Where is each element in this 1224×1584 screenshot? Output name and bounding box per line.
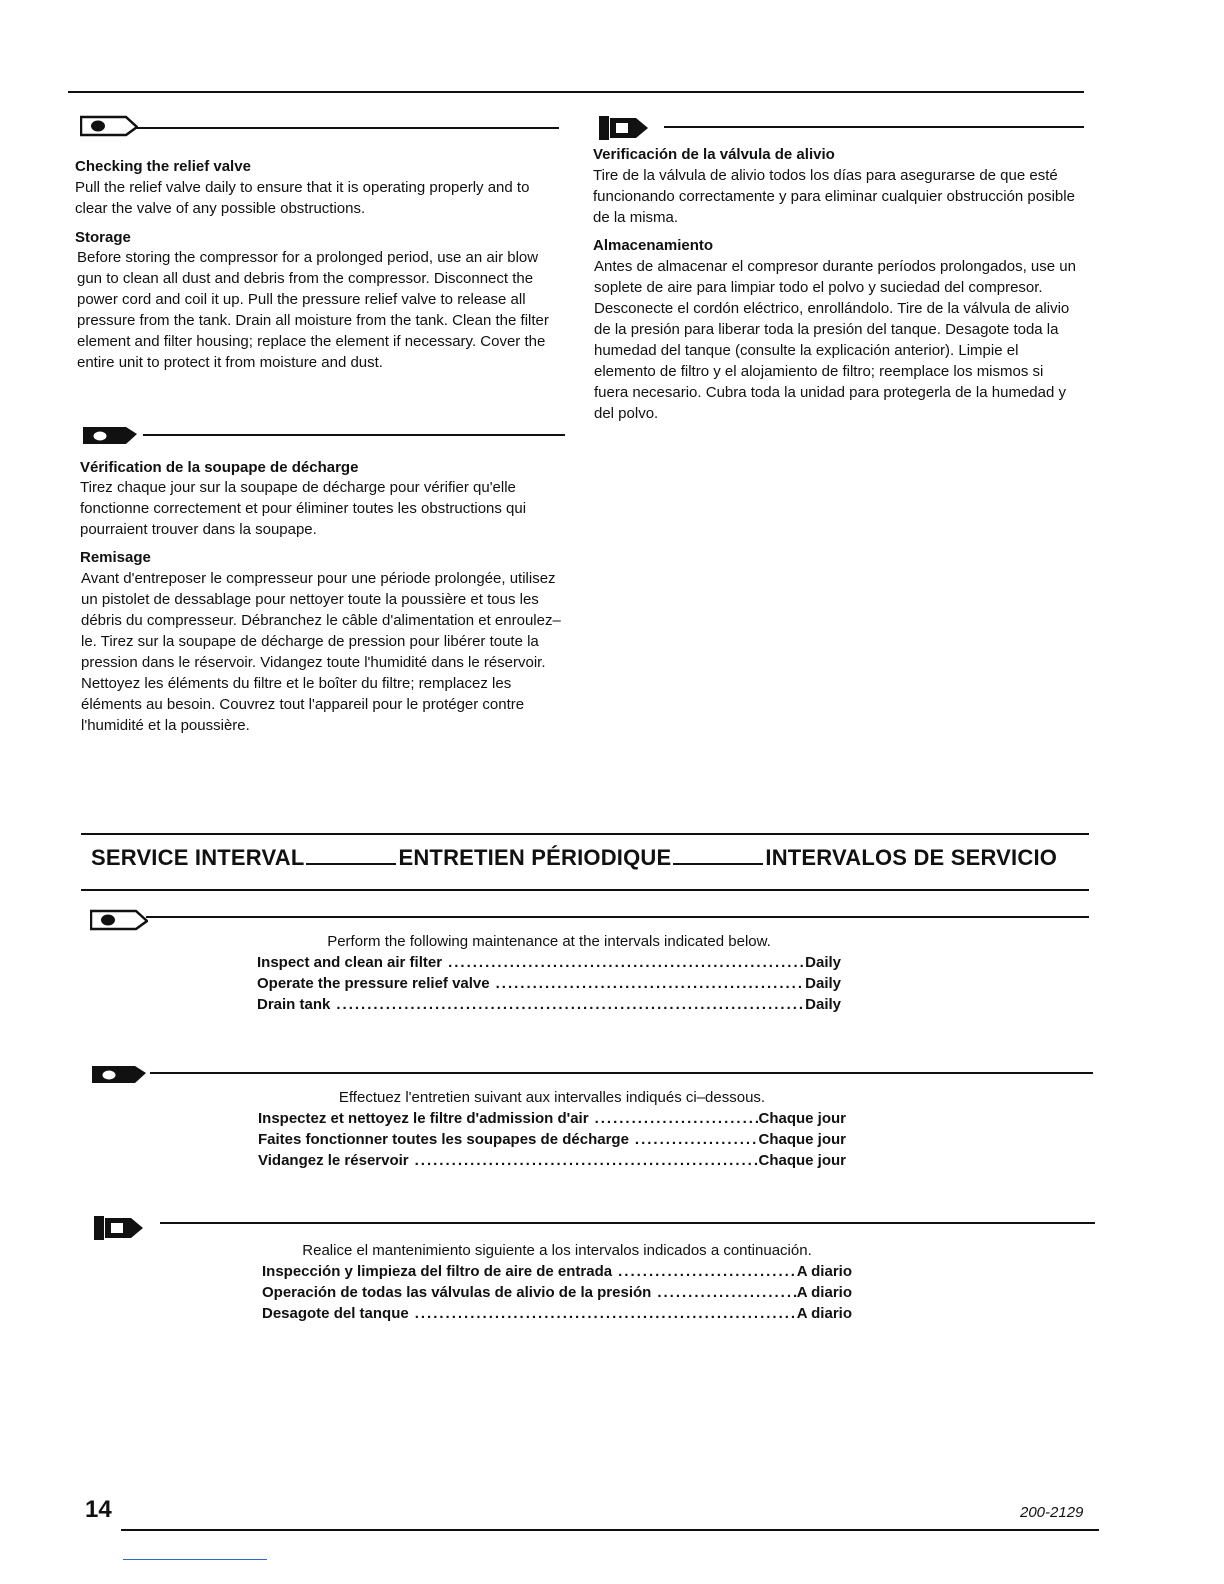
schedule-task: Desagote del tanque	[262, 1305, 409, 1322]
schedule-frequency: Chaque jour	[758, 1110, 846, 1127]
spanish-flag-rule	[664, 126, 1084, 128]
schedule-frequency: Daily	[805, 954, 841, 971]
dot-leader	[336, 994, 805, 1015]
schedule-row	[257, 994, 841, 1015]
schedule-row	[258, 1108, 846, 1129]
dot-leader	[635, 1129, 759, 1150]
schedule-frequency: Chaque jour	[758, 1152, 846, 1169]
service-title-top-rule	[81, 833, 1089, 835]
english-heading-relief-valve: Checking the relief valve	[75, 158, 251, 175]
footer-rule	[121, 1529, 1099, 1531]
schedule-row	[257, 973, 841, 994]
top-rule	[68, 91, 1084, 93]
schedule-frequency: A diario	[796, 1284, 852, 1301]
french-text-storage: Avant d'entreposer le compresseur pour une période prolongée, utilisez un pistolet de dessablage pour nettoyer toute la poussière et tous les débris du compresseur. Débranchez le câble d'alimentation et enroulez–le. Tirez sur la soupape de décharge de pression pour libérer toute la pression dans le réservoir. Vidangez toute l'humidité dans le réservoir. Nettoyez les éléments du filtre et le boîter du filtre; remplacez les éléments au besoin. Couvrez tout l'appareil pour le protéger contre l'humidité et la poussière.	[81, 570, 561, 734]
schedule-task: Drain tank	[257, 996, 331, 1013]
english-heading-storage: Storage	[75, 229, 131, 246]
es-flag-icon	[598, 114, 654, 147]
schedule-frequency: Daily	[805, 975, 841, 992]
french-schedule-rule	[150, 1072, 1093, 1074]
english-schedule	[257, 931, 841, 1015]
french-heading-relief-valve: Vérification de la soupape de décharge	[80, 459, 359, 476]
spanish-schedule-rule	[160, 1222, 1095, 1224]
schedule-row	[262, 1261, 852, 1282]
service-title-underline	[306, 863, 396, 865]
french-schedule	[258, 1087, 846, 1171]
schedule-task: Faites fonctionner toutes les soupapes de décharge	[258, 1131, 629, 1148]
dot-leader	[415, 1303, 797, 1324]
service-title-en: SERVICE INTERVAL	[91, 845, 305, 870]
dot-leader	[448, 952, 805, 973]
schedule-row	[262, 1303, 852, 1324]
french-text-relief-valve: Tirez chaque jour sur la soupape de décharge pour vérifier qu'elle fonctionne correctement et pour éliminer toutes les obstructions qui pourraient trouver dans la soupape.	[80, 479, 527, 538]
schedule-frequency: A diario	[796, 1305, 852, 1322]
schedule-frequency: A diario	[796, 1263, 852, 1280]
french-heading-storage: Remisage	[80, 549, 151, 566]
schedule-task: Vidangez le réservoir	[258, 1152, 409, 1169]
spanish-heading-relief-valve: Verificación de la válvula de alivio	[593, 146, 835, 163]
us-flag-icon	[80, 113, 138, 144]
english-schedule-rule	[146, 916, 1089, 918]
schedule-row	[258, 1150, 846, 1171]
service-interval-title	[91, 845, 1086, 871]
schedule-task: Inspect and clean air filter	[257, 954, 443, 971]
dot-leader	[496, 973, 806, 994]
spanish-schedule	[262, 1240, 852, 1324]
schedule-frequency: Chaque jour	[758, 1131, 846, 1148]
french-schedule-intro: Effectuez l'entretien suivant aux intervalles indiqués ci–dessous.	[338, 1089, 766, 1106]
fr-flag-icon	[91, 1063, 147, 1092]
english-schedule-intro: Perform the following maintenance at the intervals indicated below.	[327, 933, 771, 950]
english-flag-rule	[136, 127, 559, 129]
spanish-text-relief-valve: Tire de la válvula de alivio todos los días para asegurarse de que esté funcionando correctamente y para eliminar cualquier obstrucción posible de la misma.	[593, 167, 1075, 226]
fr-flag-icon	[82, 424, 138, 453]
english-text-storage: Before storing the compressor for a prolonged period, use an air blow gun to clean all dust and debris from the compressor. Disconnect the power cord and coil it up. Pull the pressure relief valve to release all pressure from the tank. Drain all moisture from the tank. Clean the filter element and filter housing; replace the element if necessary. Cover the entire unit to protect it from moisture and dust.	[77, 249, 549, 371]
service-title-bottom-rule	[81, 889, 1089, 891]
english-text-relief-valve: Pull the relief valve daily to ensure that it is operating properly and to clear the valve of any possible obstructions.	[75, 179, 530, 217]
dot-leader	[618, 1261, 797, 1282]
french-flag-rule	[143, 434, 565, 436]
service-title-fr: ENTRETIEN PÉRIODIQUE	[398, 845, 672, 870]
schedule-task: Operate the pressure relief valve	[257, 975, 490, 992]
es-flag-icon	[93, 1214, 149, 1247]
schedule-frequency: Daily	[805, 996, 841, 1013]
us-flag-icon	[90, 907, 148, 938]
spanish-schedule-intro: Realice el mantenimiento siguiente a los intervalos indicados a continuación.	[302, 1242, 812, 1259]
schedule-task: Inspectez et nettoyez le filtre d'admission d'air	[258, 1110, 589, 1127]
service-title-es: INTERVALOS DE SERVICIO	[765, 845, 1058, 870]
schedule-row	[262, 1282, 852, 1303]
schedule-task: Inspección y limpieza del filtro de aire de entrada	[262, 1263, 613, 1280]
dot-leader	[595, 1108, 759, 1129]
dot-leader	[415, 1150, 759, 1171]
schedule-task: Operación de todas las válvulas de alivio de la presión	[262, 1284, 652, 1301]
spanish-text-storage: Antes de almacenar el compresor durante períodos prolongados, use un soplete de aire para limpiar todo el polvo y suciedad del compresor. Desconecte el cordón eléctrico, enrollándolo. Tire de la válvula de alivio de la presión para liberar toda la presión del tanque. Desagote toda la humedad del tanque (consulte la explicación anterior). Limpie el elemento de filtro y el alojamiento de filtro; reemplace los mismos si fuera necesario. Cubra toda la unidad para protegerla de la humedad y del polvo.	[594, 258, 1076, 422]
service-title-underline	[673, 863, 763, 865]
spanish-heading-storage: Almacenamiento	[593, 237, 714, 254]
schedule-row	[258, 1129, 846, 1150]
page-number: 14	[85, 1496, 112, 1523]
schedule-row	[257, 952, 841, 973]
bottom-blue-line	[123, 1559, 267, 1560]
dot-leader	[657, 1282, 796, 1303]
document-code: 200-2129	[1020, 1504, 1084, 1521]
